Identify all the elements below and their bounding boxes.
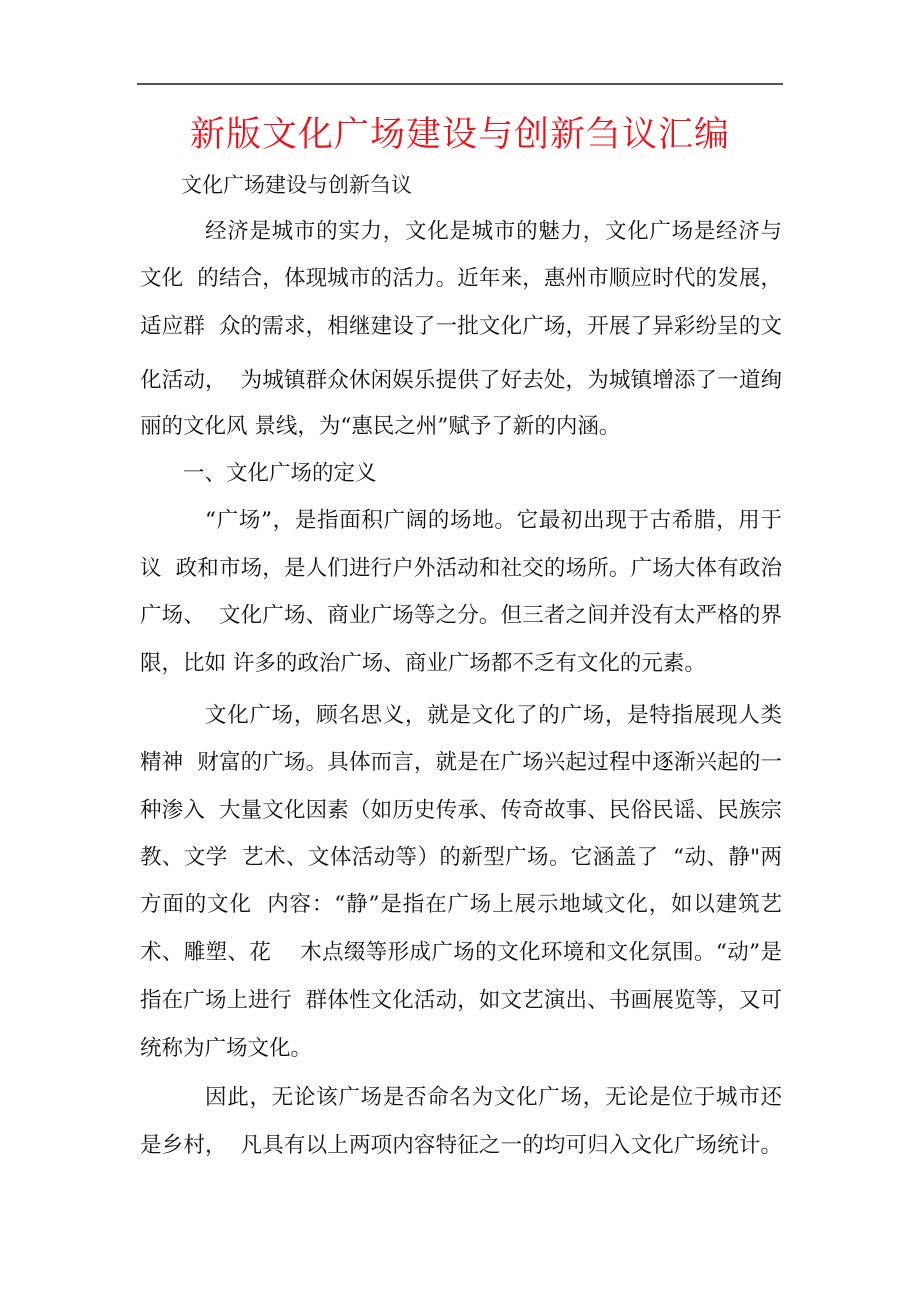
paragraph-2-line-4: 限，比如 许多的政治广场、商业广场都不乏有文化的元素。 [140, 651, 706, 676]
paragraph-3-line-4: 教、文学 艺术、文体活动等）的新型广场。它涵盖了 “动、静"两 [140, 845, 782, 870]
paragraph-3-line-1: 文化广场，顾名思义，就是文化了的广场，是特指展现人类 [205, 703, 782, 728]
paragraph-1-line-3: 适应群 众的需求，相继建设了一批文化广场，开展了异彩纷呈的文 [140, 314, 782, 339]
paragraph-2-line-3: 广场、 文化广场、商业广场等之分。但三者之间并没有太严格的界 [140, 603, 782, 628]
document-title: 新版文化广场建设与创新刍议汇编 [189, 115, 730, 155]
paragraph-3-line-3: 种渗入 大量文化因素（如历史传承、传奇故事、民俗民谣、民族宗 [140, 798, 782, 823]
paragraph-3-line-7: 指在广场上进行 群体性文化活动，如文艺演出、书画展览等，又可 [140, 988, 782, 1013]
header-rule [137, 83, 783, 85]
paragraph-1-line-5: 丽的文化风 景线，为“惠民之州”赋予了新的内涵。 [140, 414, 621, 439]
document-subtitle: 文化广场建设与创新刍议 [181, 173, 412, 197]
paragraph-4-line-2: 是乡村， 凡具有以上两项内容特征之一的均可归入文化广场统计。 [140, 1133, 782, 1158]
paragraph-1-line-2: 文化 的结合，体现城市的活力。近年来，惠州市顺应时代的发展， [140, 266, 782, 291]
paragraph-3-line-6: 术、雕塑、花 木点缀等形成广场的文化环境和文化氛围。“动”是 [140, 940, 782, 965]
section-heading: 一、文化广场的定义 [183, 461, 377, 486]
paragraph-2-line-1: “广场”，是指面积广阔的场地。它最初出现于古希腊，用于 [205, 508, 782, 533]
paragraph-3-line-5: 方面的文化 内容：“静”是指在广场上展示地域文化，如以建筑艺 [140, 892, 782, 917]
paragraph-1-line-1: 经济是城市的实力，文化是城市的魅力，文化广场是经济与 [205, 219, 782, 244]
paragraph-3-line-2: 精神 财富的广场。具体而言，就是在广场兴起过程中逐渐兴起的一 [140, 750, 782, 775]
paragraph-3-line-8: 统称为广场文化。 [140, 1036, 313, 1061]
paragraph-2-line-2: 议 政和市场，是人们进行户外活动和社交的场所。广场大体有政治 [140, 556, 782, 581]
paragraph-4-line-1: 因此，无论该广场是否命名为文化广场，无论是位于城市还 [205, 1085, 782, 1110]
paragraph-1-line-4: 化活动， 为城镇群众休闲娱乐提供了好去处，为城镇增添了一道绚 [140, 368, 782, 393]
